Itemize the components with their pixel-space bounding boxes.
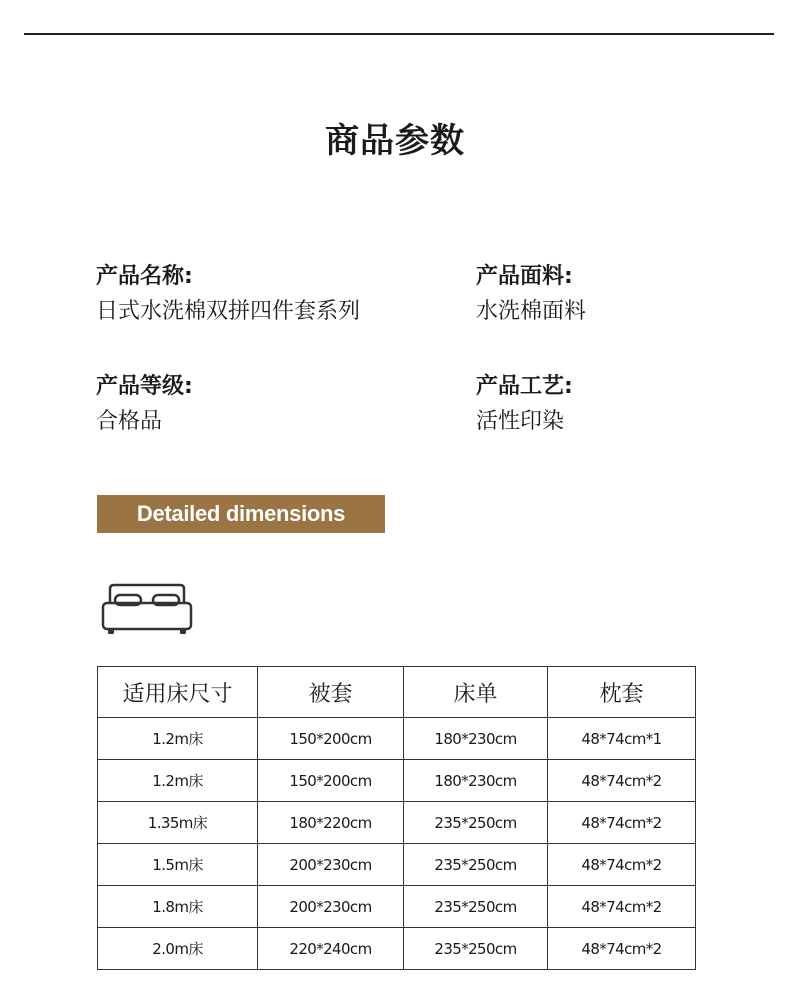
page-title: 商品参数 (325, 121, 465, 161)
cell-bed-size: 1.2m床 (98, 718, 258, 760)
param-value: 水洗棉面料 (476, 299, 587, 324)
cell-bed-sheet: 235*250cm (404, 928, 548, 970)
cell-bed-sheet: 235*250cm (404, 802, 548, 844)
param-grade (96, 372, 416, 437)
cell-bed-sheet: 235*250cm (404, 844, 548, 886)
param-fabric (476, 262, 790, 327)
table-row (98, 928, 696, 970)
cell-bed-size: 1.2m床 (98, 760, 258, 802)
cell-bed-sheet: 235*250cm (404, 886, 548, 928)
cell-bed-size: 1.8m床 (98, 886, 258, 928)
cell-pillowcase: 48*74cm*2 (548, 802, 696, 844)
cell-pillowcase: 48*74cm*2 (548, 760, 696, 802)
header-bed-sheet: 床单 (404, 667, 548, 718)
cell-pillowcase: 48*74cm*2 (548, 844, 696, 886)
param-product-name (96, 262, 416, 327)
table-header-row (98, 667, 696, 718)
cell-bed-sheet: 180*230cm (404, 718, 548, 760)
cell-pillowcase: 48*74cm*2 (548, 928, 696, 970)
param-process (476, 372, 790, 437)
param-label: 产品等级: (96, 374, 193, 399)
cell-duvet-cover: 150*200cm (258, 760, 404, 802)
table-row (98, 844, 696, 886)
header-duvet-cover: 被套 (258, 667, 404, 718)
top-divider (24, 33, 774, 35)
param-value: 活性印染 (476, 409, 565, 434)
cell-duvet-cover: 180*220cm (258, 802, 404, 844)
bed-icon (100, 583, 194, 637)
cell-bed-size: 1.35m床 (98, 802, 258, 844)
size-table (97, 666, 696, 970)
cell-pillowcase: 48*74cm*2 (548, 886, 696, 928)
header-pillowcase: 枕套 (548, 667, 696, 718)
cell-duvet-cover: 200*230cm (258, 886, 404, 928)
cell-duvet-cover: 220*240cm (258, 928, 404, 970)
cell-bed-size: 2.0m床 (98, 928, 258, 970)
param-value: 日式水洗棉双拼四件套系列 (96, 299, 361, 324)
table-row (98, 802, 696, 844)
cell-pillowcase: 48*74cm*1 (548, 718, 696, 760)
detailed-dimensions-banner: Detailed dimensions (97, 495, 385, 533)
param-label: 产品名称: (96, 264, 193, 289)
cell-duvet-cover: 150*200cm (258, 718, 404, 760)
param-label: 产品面料: (476, 264, 573, 289)
table-row (98, 760, 696, 802)
cell-bed-sheet: 180*230cm (404, 760, 548, 802)
cell-duvet-cover: 200*230cm (258, 844, 404, 886)
param-value: 合格品 (96, 409, 163, 434)
header-bed-size: 适用床尺寸 (98, 667, 258, 718)
table-row (98, 718, 696, 760)
cell-bed-size: 1.5m床 (98, 844, 258, 886)
param-label: 产品工艺: (476, 374, 573, 399)
table-row (98, 886, 696, 928)
